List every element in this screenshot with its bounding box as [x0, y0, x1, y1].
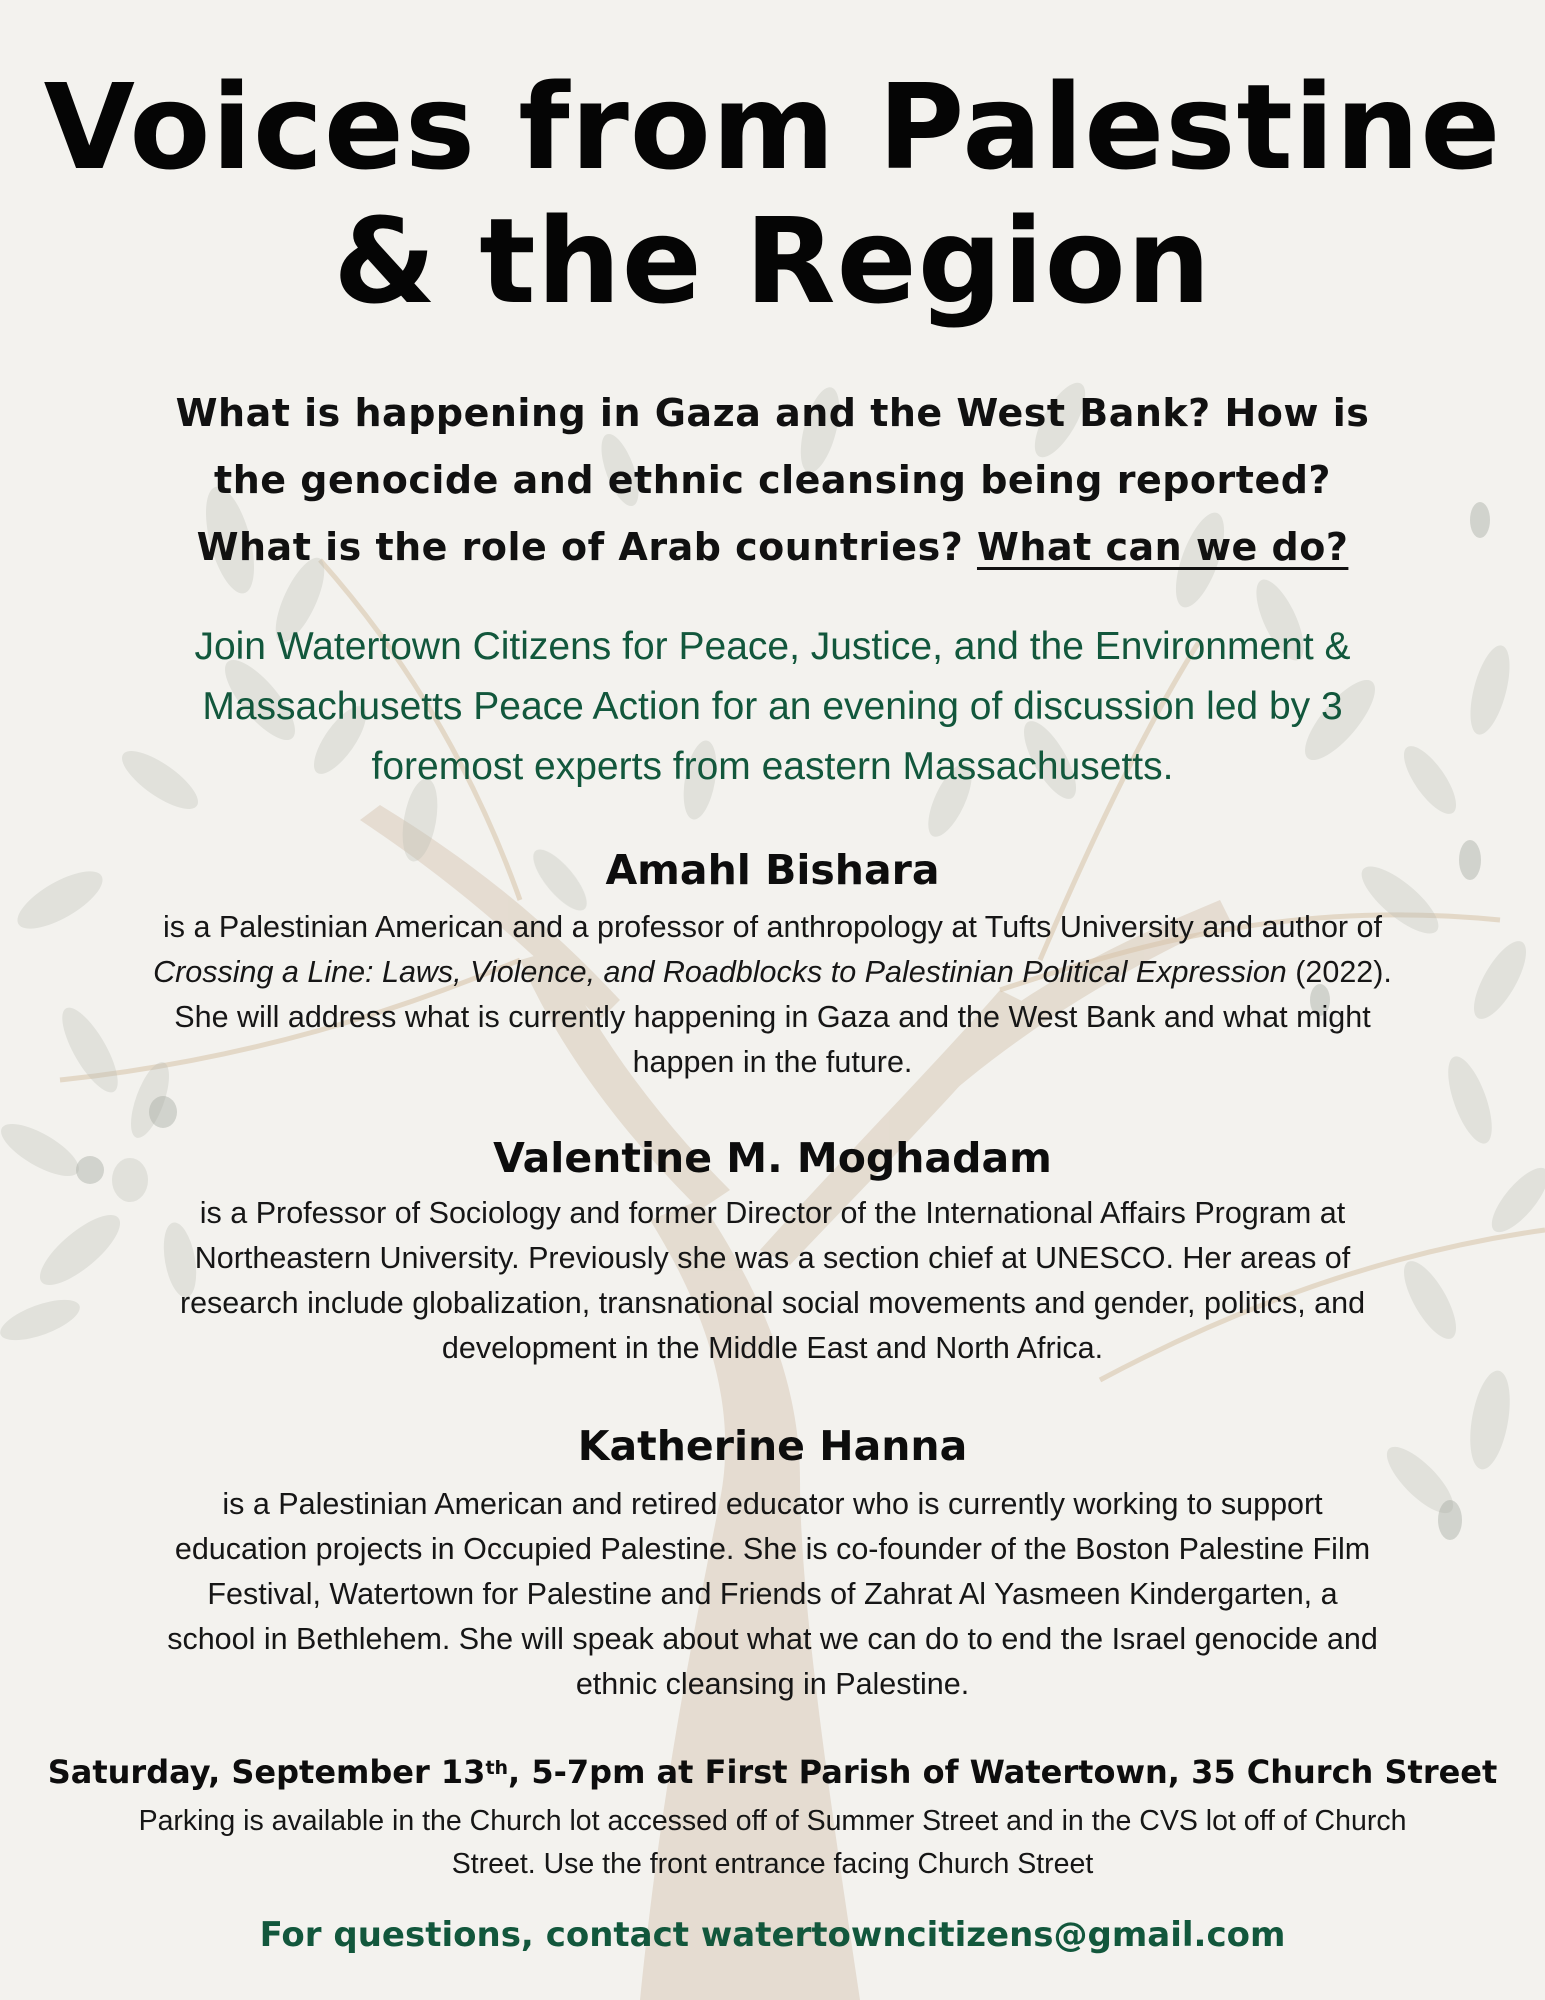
- bio-line: is a Palestinian American and a professor of anthropology at Tufts University and author of: [163, 910, 1382, 944]
- question-line-1: What is happening in Gaza and the West Bank? How is: [175, 391, 1370, 435]
- bio-line: Festival, Watertown for Palestine and Friends of Zahrat Al Yasmeen Kindergarten, a: [207, 1577, 1338, 1611]
- parking-line-2: Street. Use the front entrance facing Church Street: [451, 1848, 1094, 1880]
- date-ordinal: th: [485, 1757, 509, 1779]
- parking-info: [0, 1800, 1545, 1886]
- bio-line: happen in the future.: [632, 1045, 913, 1079]
- speaker-name: Amahl Bishara: [605, 846, 940, 894]
- title-line-2: & the Region: [333, 192, 1212, 330]
- event-date-location: [0, 1750, 1545, 1794]
- question-line-3: [0, 514, 1545, 581]
- bio-line: education projects in Occupied Palestine. She is co-founder of the Boston Palestine Film: [174, 1532, 1371, 1566]
- speaker-name: Katherine Hanna: [577, 1422, 968, 1470]
- event-time-location: , 5-7pm at First Parish of Watertown, 35 Church Street: [508, 1753, 1498, 1791]
- bio-line: development in the Middle East and North Africa.: [441, 1331, 1104, 1365]
- question-line-3-text: What is the role of Arab countries?: [196, 525, 977, 569]
- book-title: Crossing a Line: Laws, Violence, and Roadblocks to Palestinian Political Expression: [153, 955, 1287, 989]
- question-line-2: the genocide and ethnic cleansing being reported?: [214, 458, 1331, 502]
- bio-line: [0, 950, 1545, 995]
- intro-line-1: Join Watertown Citizens for Peace, Justice, and the Environment &: [194, 625, 1351, 668]
- flyer-title: [0, 60, 1545, 328]
- questions-block: [0, 380, 1545, 581]
- intro-line-3: foremost experts from eastern Massachusetts.: [371, 745, 1174, 788]
- contact-email-link[interactable]: watertowncitizens@gmail.com: [700, 1915, 1286, 1955]
- bio-line: research include globalization, transnational social movements and gender, politics, and: [179, 1286, 1366, 1320]
- intro-paragraph: [0, 617, 1545, 797]
- speaker-bio: [0, 905, 1545, 1085]
- intro-line-2: Massachusetts Peace Action for an evening of discussion led by 3: [202, 685, 1343, 728]
- contact-line: [0, 1912, 1545, 1958]
- bio-line: is a Palestinian American and retired educator who is currently working to support: [222, 1487, 1323, 1521]
- speaker-bio: [0, 1191, 1545, 1371]
- speaker-bio: [0, 1482, 1545, 1707]
- bio-line: Northeastern University. Previously she was a section chief at UNESCO. Her areas of: [194, 1241, 1351, 1275]
- bio-line: She will address what is currently happening in Gaza and the West Bank and what might: [174, 1000, 1371, 1034]
- bio-line: ethnic cleansing in Palestine.: [575, 1667, 970, 1701]
- parking-line-1: Parking is available in the Church lot accessed off of Summer Street and in the CVS lot off of Church: [138, 1805, 1407, 1837]
- what-can-we-do-underlined: What can we do?: [976, 525, 1349, 569]
- speaker-name: Valentine M. Moghadam: [493, 1134, 1052, 1182]
- bio-line: is a Professor of Sociology and former Director of the International Affairs Program at: [199, 1196, 1346, 1230]
- contact-prefix: For questions, contact: [259, 1915, 701, 1955]
- bio-line: school in Bethlehem. She will speak about what we can do to end the Israel genocide and: [167, 1622, 1378, 1656]
- event-date: Saturday, September 13: [47, 1753, 486, 1791]
- book-year: (2022).: [1286, 955, 1392, 989]
- title-line-1: Voices from Palestine: [43, 58, 1502, 196]
